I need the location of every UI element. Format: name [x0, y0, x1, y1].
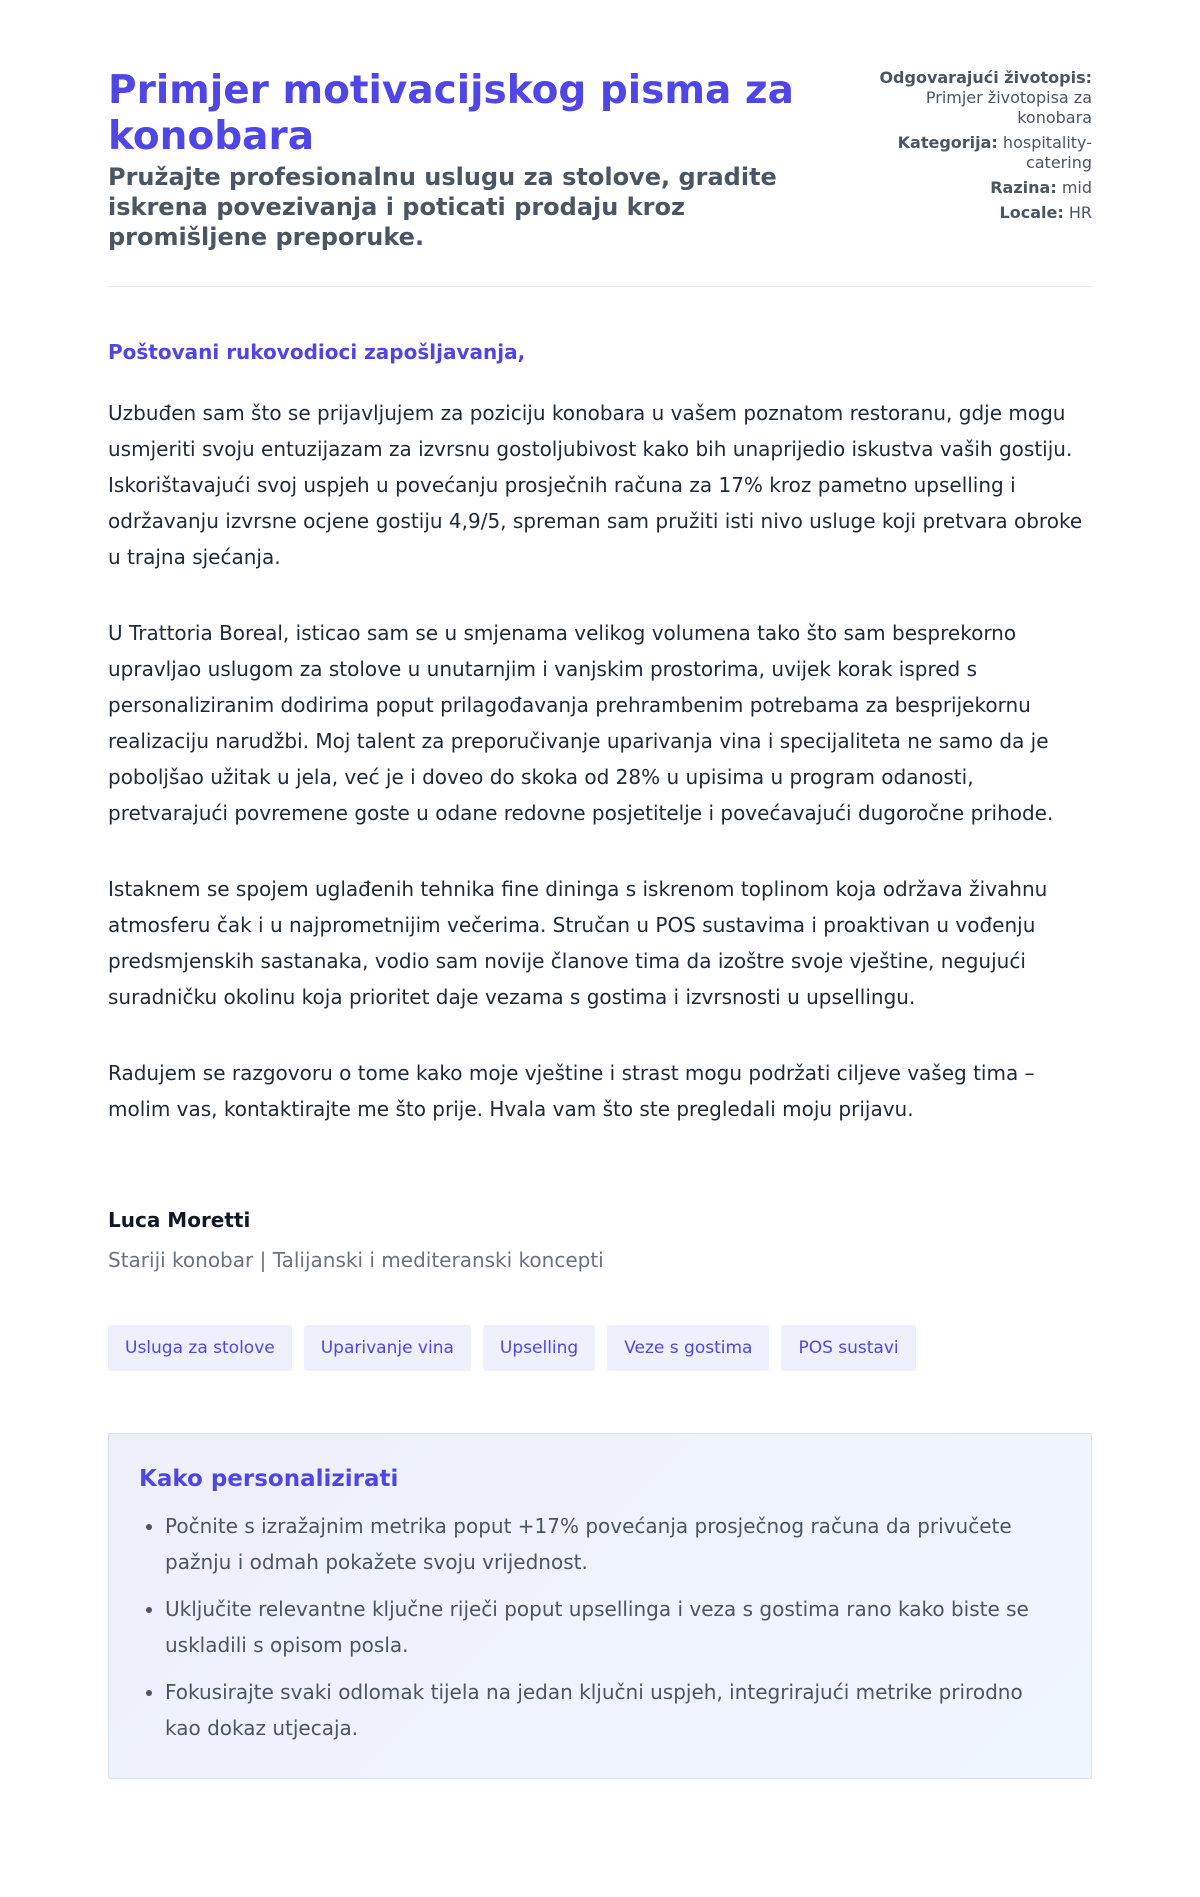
meta-locale-value: HR	[1068, 203, 1092, 222]
letter-paragraph-1: Uzbuđen sam što se prijavljujem za poziciju konobara u vašem poznatom restoranu, gdje mogu usmjeriti svoju entuzijazam za izvrsnu gostoljubivost kako bih unaprijedio iskustva vaših gostiju. Iskorištavajući svoj uspjeh u povećanju prosječnih računa za 17% kroz pametno upselling i održavanju izvrsne ocjene gostiju 4,9/5, spreman sam pružiti isti nivo usluge koji pretvara obroke u trajna sjećanja.	[108, 401, 1083, 569]
tips-list	[139, 1508, 1061, 1746]
letter-greeting: Poštovani rukovodioci zapošljavanja,	[108, 340, 526, 364]
meta-level-key: Razina:	[990, 178, 1057, 197]
skill-tag: Veze s gostima	[607, 1325, 769, 1371]
meta-locale-key: Locale:	[999, 203, 1064, 222]
skill-tag: Upselling	[483, 1325, 595, 1371]
page-header	[108, 0, 1092, 287]
tips-item: • Uključite relevantne ključne riječi poput upsellinga i veza s gostima rano kako biste se uskladili s opisom posla.	[165, 1591, 1061, 1663]
personalization-tips	[108, 1433, 1092, 1779]
skill-tag: Uparivanje vina	[304, 1325, 471, 1371]
tips-item: • Počnite s izražajnim metrika poput +17% povećanja prosječnog računa da privučete pažnju i odmah pokažete svoju vrijednost.	[165, 1508, 1061, 1580]
meta-level	[862, 178, 1092, 198]
signature	[108, 1207, 1092, 1273]
header-left	[108, 68, 848, 252]
meta-resume-value[interactable]: Primjer životopisa za konobara	[925, 88, 1092, 127]
page-title: Primjer motivacijskog pisma za konobara	[108, 68, 794, 159]
signature-role: Stariji konobar | Talijanski i mediteranski koncepti	[108, 1248, 604, 1272]
skill-tags	[108, 1325, 1092, 1371]
letter-paragraph-4: Radujem se razgovoru o tome kako moje vještine i strast mogu podržati ciljeve vašeg tima – molim vas, kontaktirajte me što prije. Hvala vam što ste pregledali moju prijavu.	[108, 1061, 1035, 1121]
meta-category-key: Kategorija:	[897, 133, 998, 152]
letter-paragraph-3: Istaknem se spojem uglađenih tehnika fine dininga s iskrenom toplinom koja održava živahnu atmosferu čak i u najprometnijim večerima. Stručan u POS sustavima i proaktivan u vođenju predsmjenskih sastanaka, vodio sam novije članove tima da izoštre svoje vještine, negujući suradničku okolinu koja prioritet daje vezama s gostima i izvrsnosti u upsellingu.	[108, 877, 1048, 1009]
meta-level-value: mid	[1061, 178, 1092, 197]
tips-title: Kako personalizirati	[139, 1466, 399, 1492]
meta-category	[862, 133, 1092, 173]
skill-tag: Usluga za stolove	[108, 1325, 292, 1371]
letter-paragraph-2: U Trattoria Boreal, isticao sam se u smjenama velikog volumena tako što sam besprekorno upravljao uslugom za stolove u unutarnjim i vanjskim prostorima, uvijek korak ispred s personaliziranim dodirima poput prilagođavanja prehrambenim potrebama za besprijekornu realizaciju narudžbi. Moj talent za preporučivanje uparivanja vina i specijaliteta ne samo da je poboljšao užitak u jela, već je i doveo do skoka od 28% u upisima u program odanosti, pretvarajući povremene goste u odane redovne posjetitelje i povećavajući dugoročne prihode.	[108, 621, 1054, 825]
meta-panel	[862, 68, 1092, 228]
meta-resume-key: Odgovarajući životopis:	[879, 68, 1092, 87]
tips-item: • Fokusirajte svaki odlomak tijela na jedan ključni uspjeh, integrirajući metrike prirodno kao dokaz utjecaja.	[165, 1674, 1061, 1746]
meta-locale	[862, 203, 1092, 223]
skill-tag: POS sustavi	[781, 1325, 915, 1371]
page-subtitle: Pružajte profesionalnu uslugu za stolove, gradite iskrena povezivanja i poticati prodaju kroz promišljene preporuke.	[108, 163, 777, 251]
meta-category-value: hospitality-catering	[1002, 133, 1092, 172]
meta-resume	[862, 68, 1092, 128]
signature-name: Luca Moretti	[108, 1208, 251, 1232]
